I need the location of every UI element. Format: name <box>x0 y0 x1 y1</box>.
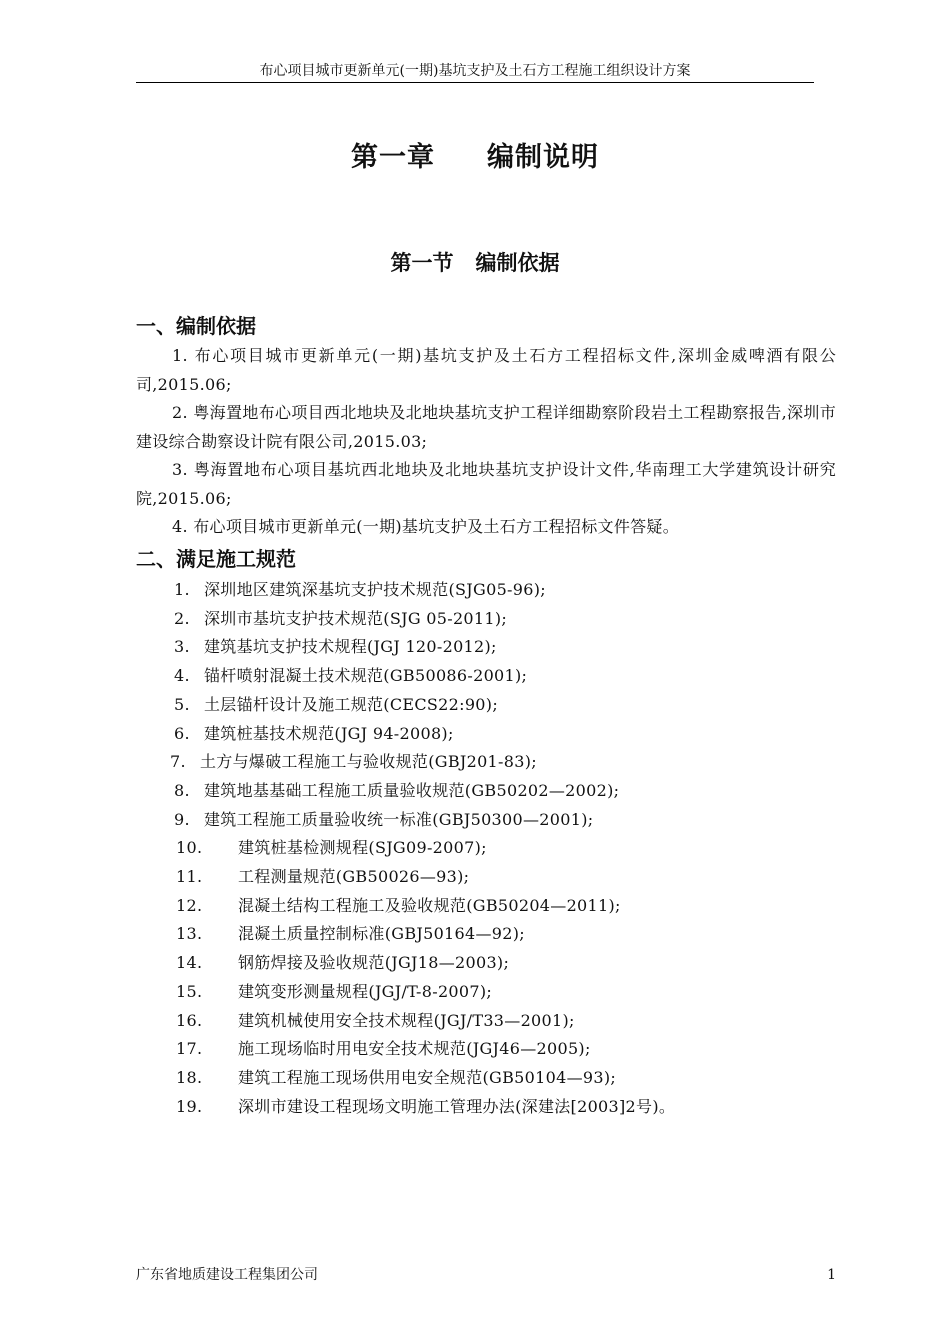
basis-paragraph-3: 3. 粤海置地布心项目基坑西北地块及北地块基坑支护设计文件,华南理工大学建筑设计研究院,2015.06; <box>136 460 836 508</box>
spec-item <box>170 751 537 773</box>
spec-item-text: 建筑工程施工质量验收统一标准(GBJ50300—2001); <box>204 809 594 829</box>
spec-item-number: 7. <box>170 752 186 772</box>
spec-item <box>174 579 546 601</box>
part2-heading: 二、满足施工规范 <box>136 547 296 571</box>
basis-paragraph-1: 1. 布心项目城市更新单元(一期)基坑支护及土石方工程招标文件,深圳金威啤酒有限公司,2015.06; <box>136 346 836 394</box>
spec-item <box>176 952 509 974</box>
spec-item <box>176 981 492 1003</box>
spec-item-text: 混凝土质量控制标准(GBJ50164—92); <box>238 924 525 944</box>
spec-item-number: 8. <box>174 780 190 800</box>
spec-item-text: 钢筋焊接及验收规范(JGJ18—2003); <box>238 953 510 973</box>
spec-item-text: 深圳市建设工程现场文明施工管理办法(深建法[2003]2号)。 <box>238 1096 676 1116</box>
spec-item-text: 建筑地基基础工程施工质量验收规范(GB50202—2002); <box>204 780 620 800</box>
spec-item-text: 建筑基坑支护技术规程(JGJ 120-2012); <box>204 637 497 657</box>
part1-heading: 一、编制依据 <box>136 314 256 338</box>
spec-item <box>176 923 525 945</box>
spec-item <box>176 837 487 859</box>
spec-item-number: 17. <box>176 1039 203 1059</box>
spec-item <box>176 1096 675 1118</box>
spec-item-number: 13. <box>176 924 203 944</box>
spec-item-number: 18. <box>176 1067 203 1087</box>
spec-item-number: 2. <box>174 608 190 628</box>
spec-item <box>174 694 498 716</box>
footer-company: 广东省地质建设工程集团公司 <box>136 1267 318 1283</box>
spec-item-number: 12. <box>176 895 203 915</box>
spec-item-number: 3. <box>174 637 190 657</box>
spec-item-number: 19. <box>176 1096 203 1116</box>
spec-item <box>176 1010 575 1032</box>
spec-item-number: 16. <box>176 1010 203 1030</box>
header-rule <box>136 82 814 83</box>
spec-item-text: 混凝土结构工程施工及验收规范(GB50204—2011); <box>238 895 621 915</box>
spec-item-text: 建筑机械使用安全技术规程(JGJ/T33—2001); <box>238 1010 575 1030</box>
section-title: 第一节 编制依据 <box>390 250 560 275</box>
spec-item-number: 6. <box>174 723 190 743</box>
spec-item-number: 15. <box>176 981 203 1001</box>
page-number: 1 <box>827 1267 836 1283</box>
spec-item-text: 建筑桩基检测规程(SJG09-2007); <box>238 838 487 858</box>
spec-item-number: 9. <box>174 809 190 829</box>
chapter-title: 第一章 编制说明 <box>351 142 599 173</box>
spec-item <box>174 809 593 831</box>
spec-item <box>176 1067 616 1089</box>
spec-item-text: 建筑桩基技术规范(JGJ 94-2008); <box>204 723 454 743</box>
spec-item <box>176 1038 591 1060</box>
basis-paragraph-2: 2. 粤海置地布心项目西北地块及北地块基坑支护工程详细勘察阶段岩土工程勘察报告,深圳市建设综合勘察设计院有限公司,2015.03; <box>136 403 836 451</box>
running-header: 布心项目城市更新单元(一期)基坑支护及土石方工程施工组织设计方案 <box>259 63 691 79</box>
spec-item-text: 工程测量规范(GB50026—93); <box>238 867 470 886</box>
spec-item-number: 11. <box>176 867 203 886</box>
spec-item-text: 土方与爆破工程施工与验收规范(GBJ201-83); <box>200 752 537 772</box>
spec-item-text: 建筑工程施工现场供用电安全规范(GB50104—93); <box>238 1067 617 1087</box>
spec-item <box>174 608 507 630</box>
spec-item-number: 10. <box>176 838 203 858</box>
spec-item <box>174 665 527 687</box>
spec-item-text: 深圳地区建筑深基坑支护技术规范(SJG05-96); <box>204 580 546 599</box>
spec-item <box>176 895 621 917</box>
spec-item-number: 14. <box>176 953 203 973</box>
spec-item-text: 施工现场临时用电安全技术规范(JGJ46—2005); <box>238 1039 591 1059</box>
spec-item-number: 4. <box>174 666 190 686</box>
spec-item-text: 锚杆喷射混凝土技术规范(GB50086-2001); <box>204 666 528 686</box>
basis-paragraph-4: 4. 布心项目城市更新单元(一期)基坑支护及土石方工程招标文件答疑。 <box>172 517 680 536</box>
spec-item <box>174 723 454 745</box>
spec-item <box>174 780 619 802</box>
spec-item <box>174 636 497 658</box>
spec-item <box>176 866 469 888</box>
spec-item-number: 1. <box>174 580 190 599</box>
spec-item-number: 5. <box>174 694 190 714</box>
spec-item-text: 深圳市基坑支护技术规范(SJG 05-2011); <box>204 608 508 628</box>
spec-item-text: 建筑变形测量规程(JGJ/T-8-2007); <box>238 981 493 1001</box>
spec-item-text: 土层锚杆设计及施工规范(CECS22:90); <box>204 694 499 714</box>
